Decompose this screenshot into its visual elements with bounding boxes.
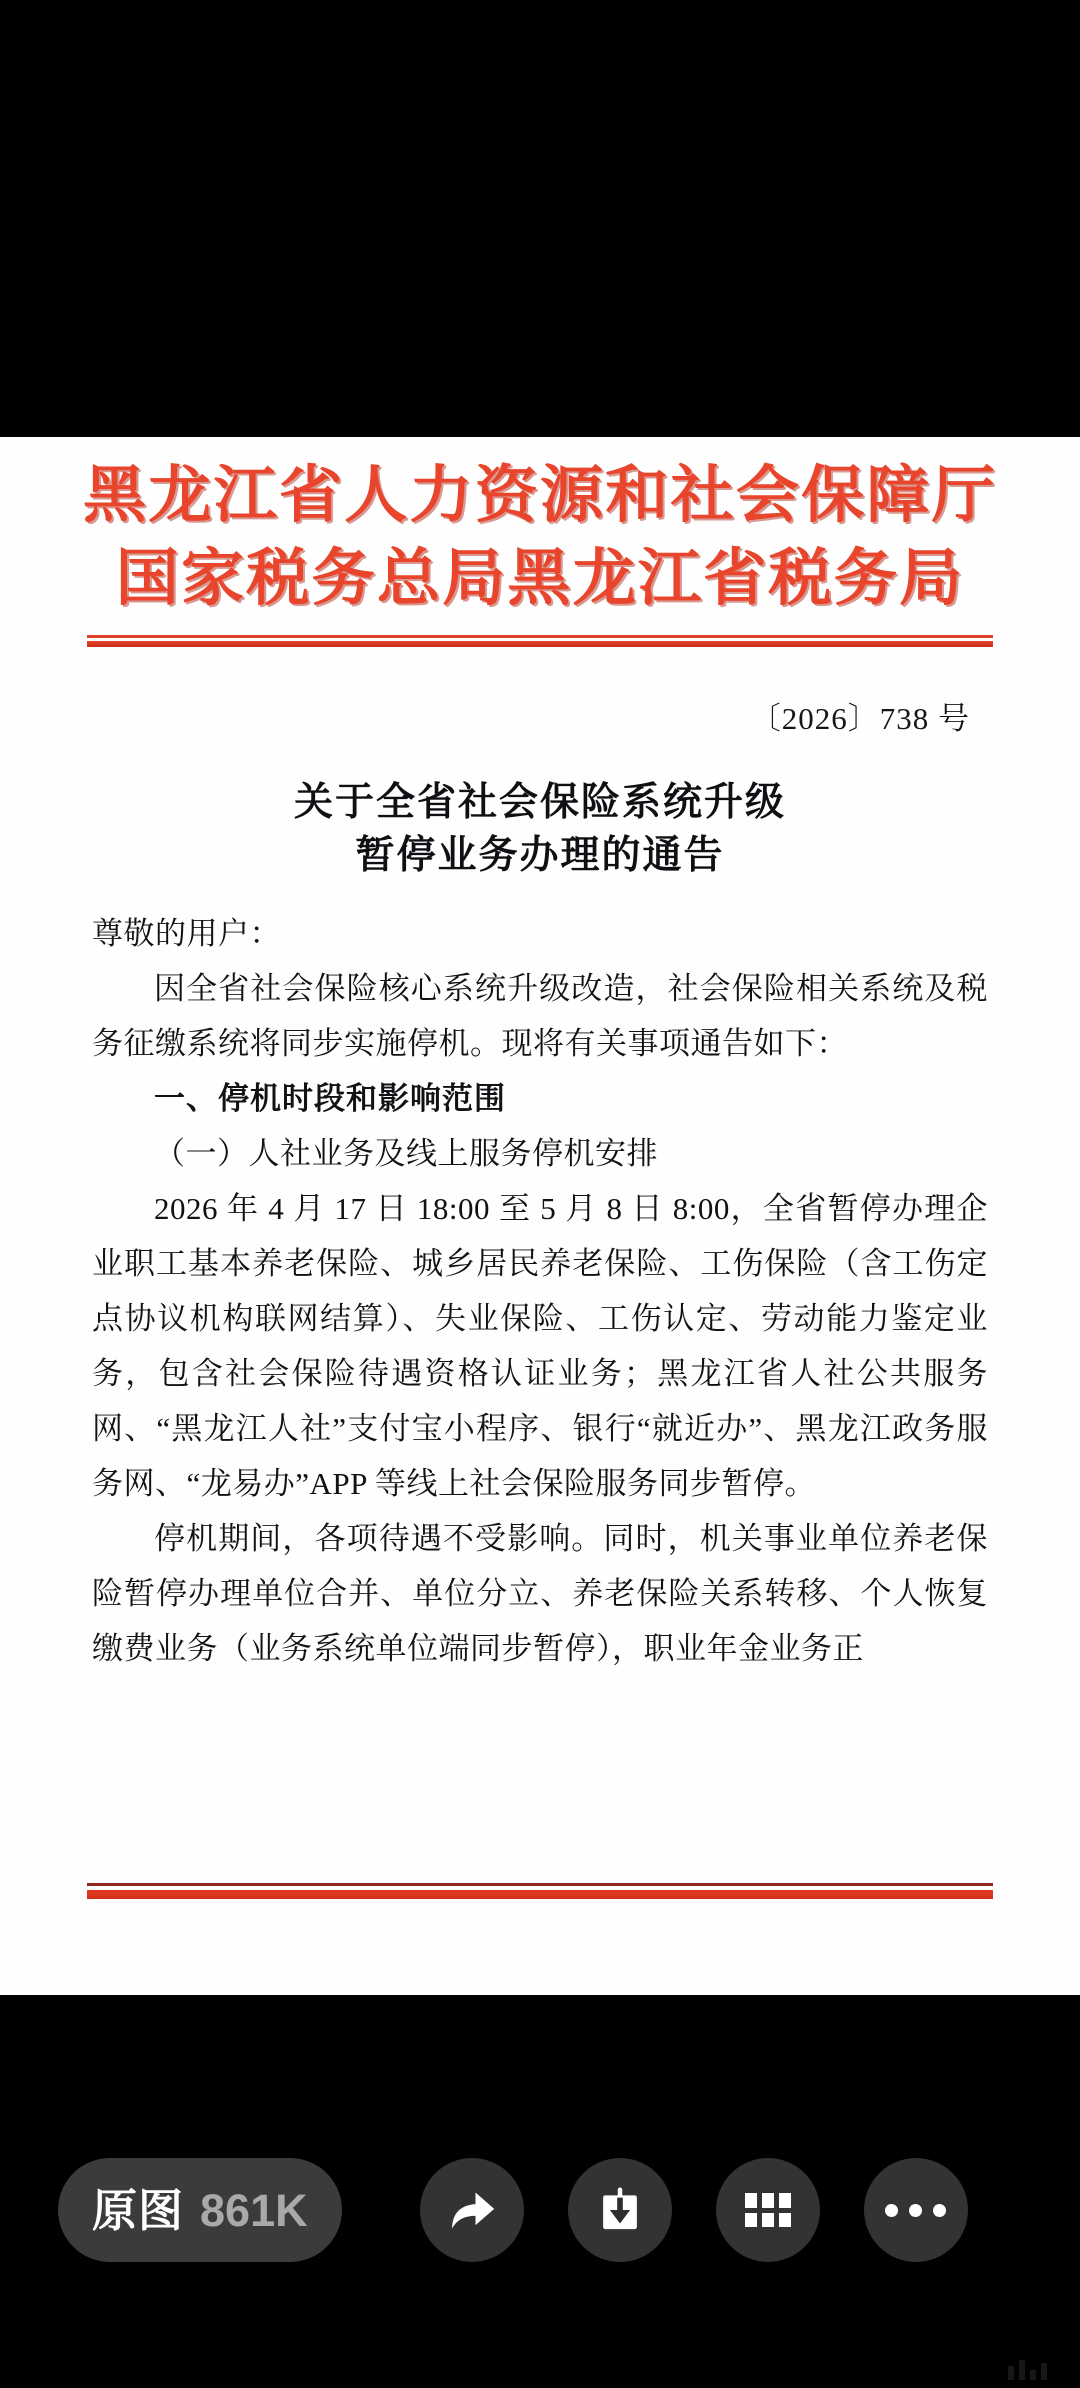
paragraph-3: 停机期间，各项待遇不受影响。同时，机关事业单位养老保险暂停办理单位合并、单位分立、养老保险关系转移、个人恢复缴费业务（业务系统单位端同步暂停），职业年金业务正: [92, 1521, 988, 1666]
letterhead-line-2: 国家税务总局黑龙江省税务局: [115, 545, 965, 613]
bottom-toolbar: [0, 2150, 1080, 2270]
navigation-indicator: [1008, 2358, 1054, 2380]
grid-cell: [779, 2193, 791, 2208]
letterhead-line-1: 黑龙江省人力资源和社会保障厅: [83, 462, 997, 530]
more-button[interactable]: [864, 2158, 968, 2262]
document-title-line-2: 暂停业务办理的通告: [355, 834, 725, 877]
share-button[interactable]: [420, 2158, 524, 2262]
grid-cell: [762, 2213, 774, 2228]
more-dot: [933, 2204, 946, 2217]
paragraph-2: 2026 年 4 月 17 日 18:00 至 5 月 8 日 8:00，全省暂停办理企业职工基本养老保险、城乡居民养老保险、工伤保险（含工伤定点协议机构联网结算）、失业保险、工伤认定、劳动能力鉴定业务，包含社会保险待遇资格认证业务；黑龙江省人社公共服务网、“黑龙江人社”支付宝小程序、银行“就近办”、黑龙江政务服务网、“龙易办”APP 等线上社会保险服务同步暂停。: [92, 1191, 988, 1501]
grid-cell: [762, 2193, 774, 2208]
grid-icon: [745, 2193, 791, 2227]
more-dot: [909, 2204, 922, 2217]
document-page[interactable]: [0, 437, 1080, 1995]
salutation: 尊敬的用户：: [92, 916, 281, 951]
original-image-size: 861K: [200, 2184, 308, 2236]
section-subheading-1: （一）人社业务及线上服务停机安排: [154, 1136, 658, 1171]
letterhead-divider: [87, 635, 993, 647]
footer-divider-thick: [87, 1890, 993, 1899]
document-number: 〔2026〕738 号: [749, 701, 970, 736]
document-title-line-1: 关于全省社会保险系统升级: [293, 781, 786, 824]
paragraph-1: 因全省社会保险核心系统升级改造，社会保险相关系统及税务征缴系统将同步实施停机。现将有关事项通告如下：: [92, 971, 988, 1061]
original-image-label: 原图: [92, 2184, 185, 2236]
grid-cell: [745, 2193, 757, 2208]
grid-cell: [779, 2213, 791, 2228]
download-icon: [593, 2183, 647, 2237]
footer-divider: [87, 1883, 993, 1899]
document-title: [0, 776, 1080, 882]
document-body: [92, 906, 988, 1676]
letterhead: [0, 437, 1080, 647]
download-button[interactable]: [568, 2158, 672, 2262]
grid-cell: [745, 2213, 757, 2228]
more-icon: [885, 2204, 946, 2217]
section-heading-1: 一、停机时段和影响范围: [154, 1081, 506, 1116]
original-image-button[interactable]: [58, 2158, 342, 2262]
share-icon: [444, 2182, 500, 2238]
letterhead-divider-thick: [87, 641, 993, 647]
grid-button[interactable]: [716, 2158, 820, 2262]
more-dot: [885, 2204, 898, 2217]
